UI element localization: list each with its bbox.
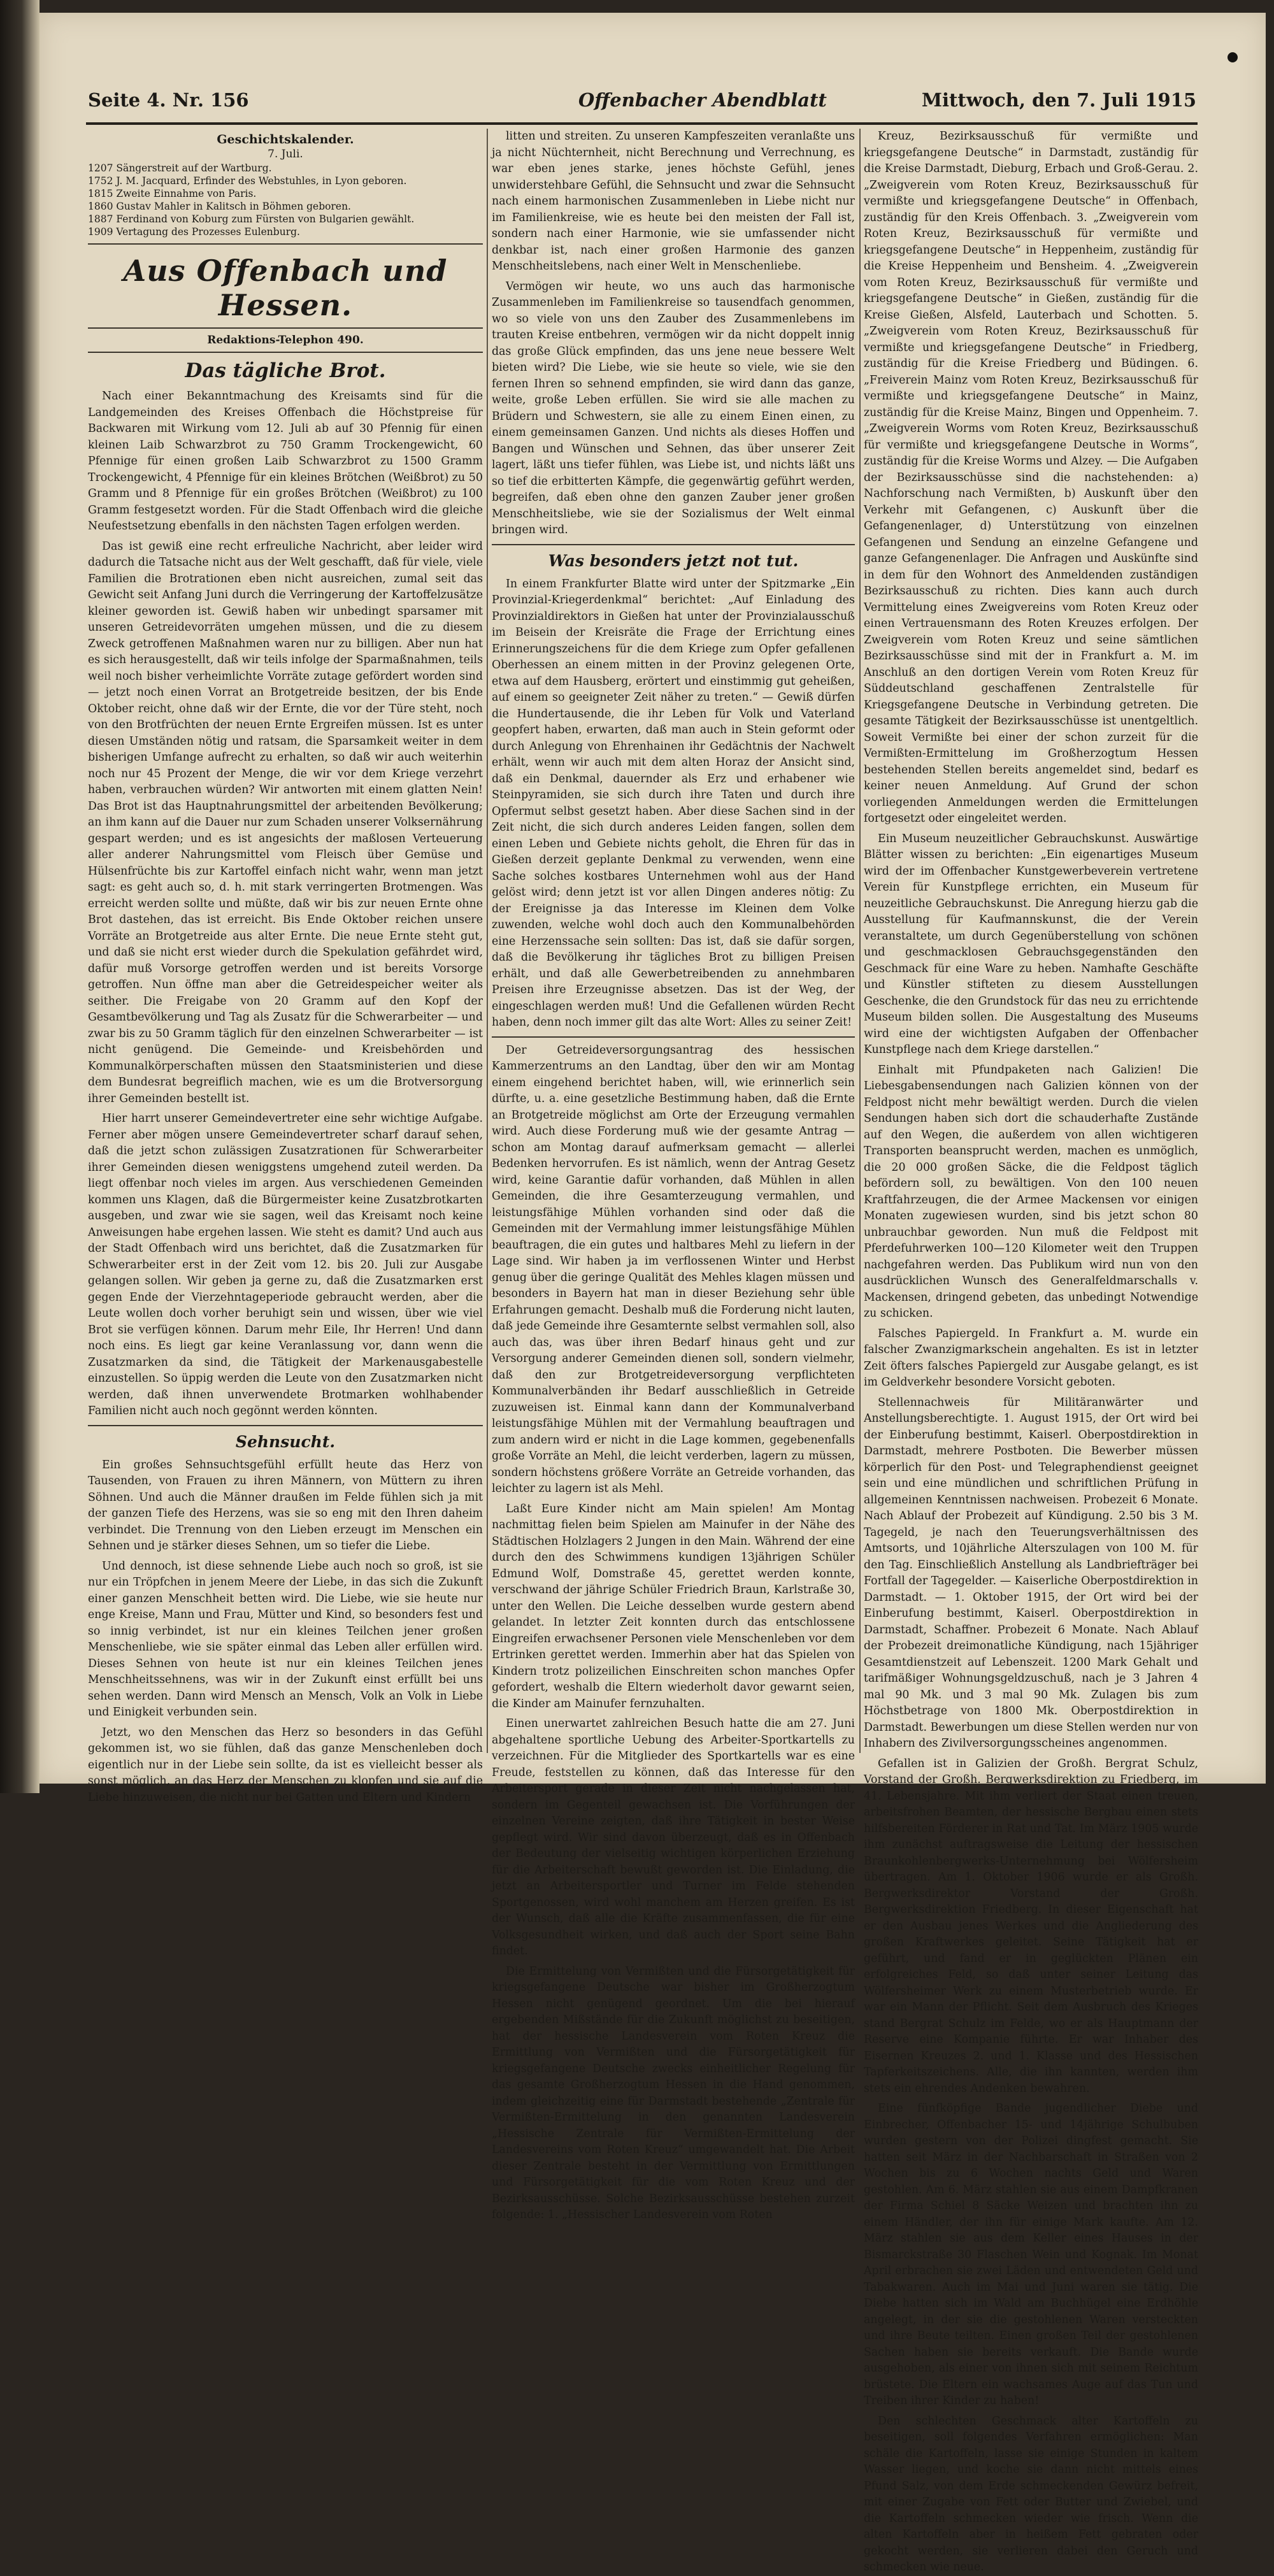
article-paragraph: Die Ermittelung von Vermißten und die Fürsorgetätigkeit für kriegsgefangene Deutsche war bisher im Großherzogtum Hessen nicht genügend geordnet. Um die bei hierauf ergebenden Mißstände für die Zukunft möglichst zu beseitigen, hat der hessische Landesverein vom Roten Kreuz die Ermittlung von Vermißten und die Fürsorgetätigkeit für kriegsgefangene Deutsche zwecks einheitlicher Regelung für das gesamte Großherzogtum Hessen in die Hand genommen, indem gleichzeitig eine für Darmstadt bestehende „Zentrale für Vermißten-Ermittelung in den genannten Landesverein „Hessische Zentrale für Vermißten-Ermittelung der Landesvereins vom Roten Kreuz“ umgewandelt hat. Die Arbeit dieser Zentrale besteht in der Vermittlung von Ermittlungen und Fürsorgetätigkeit für die vom Roten Kreuz und der Bezirksausschüsse. Solche Bezirksausschüsse bestehen zurzeit folgende: 1. „Hessischer Landesverein vom Roten (492, 1964, 855, 2221)
article-paragraph: Das ist gewiß eine recht erfreuliche Nachricht, aber leider wird dadurch die Tatsache nicht aus der Welt geschafft, daß für viele, viele Familien die Brotrationen eben nicht ausreichen, zumal seit das Gewicht seit Anfang Juni durch die Verringerung der Kartoffelzusätze kleiner geworden ist. Gewiß haben wir unbedingt sparsamer mit unseren Getreidevorräten umgehen müssen, und die zu diesem Zweck getroffenen Maßnahmen waren nur zu billigen. Aber nun hat es sich herausgestellt, daß wir teils infolge der Sparmaßnahmen, teils weil noch bisher verheimlichte Vorräte zutage gefördert worden sind — jetzt noch einen Vorrat an Brotgetreide besitzen, der bis Ende Oktober reicht, ohne daß wir der Ernte, die vor der Türe steht, noch von den Brotfrüchten der neuen Ernte Ergreifen müssen. Ist es unter diesen Umständen nötig und ratsam, die Sparsamkeit weiter in dem bisherigen Umfange aufrecht zu erhalten, so daß wir auch weiterhin noch nur 45 Prozent der Menge, die wir vor dem Kriege verzehrt haben, verbrauchen würden? Wir antworten mit einem glatten Nein! Das Brot ist das Hauptnahrungsmittel der arbeitenden Bevölkerung; an ihm kann auf die Dauer nur zum Schaden unserer Volksernährung gespart werden; und es ist angesichts der maßlosen Verteuerung aller anderer Nahrungsmittel vom Fleisch über Gemüse und Hülsenfrüchte bis zur Kartoffel einfach nicht wahr, wenn man jetzt sagt: es geht auch so, d. h. mit stark verringerten Brotmengen. Was erreicht werden sollte und müßte, daß wir bis zur neuen Ernte ohne Brot dastehen, das ist erreicht. Bis Ende Oktober reichen unsere Vorräte an Brotgetreide aus alter Ernte. Die neue Ernte steht gut, und daß sie nicht erst wieder durch die Spekulation gefährdet wird, dafür muß Vorsorge getroffen werden und ist bereits Vorsorge getroffen. Nun öffne man aber die Getreidespeicher weiter als seither. Die Freigabe von 20 Gramm auf den Kopf der Gesamtbevölkerung und Tag als Zusatz für die Schwerarbeiter — und zwar bis zu 50 Gramm täglich für den einzelnen Schwerarbeiter — ist nicht genügend. Die Gemeinde- und Kreisbehörden und Kommunalkörperschaften müssen den Staatsministerien und diese dem Bundesrat begreiflich machen, wie es um die Brotversorgung ihrer Gemeinden bestellt ist. (88, 540, 483, 1105)
punch-hole (1227, 52, 1238, 62)
article-paragraph: Ein großes Sehnsuchtsgefühl erfüllt heute das Herz von Tausenden, von Frauen zu ihren Männern, von Müttern zu ihren Söhnen. Und auch die Männer draußen im Felde fühlen sich ja mit der ganzen Tiefe des Herzens, was sie so eng mit den Ihren daheim verbindet. Die Trennung von den Lieben erzeugt im Menschen ein Sehnen und je stärker dieses Sehnen, um so tiefer die Liebe. (88, 1458, 483, 1552)
article-title: Sehnsucht. (235, 1432, 336, 1451)
article-paragraph: Einhalt mit Pfundpaketen nach Galizien! Die Liebesgabensendungen nach Galizien können von der Feldpost nicht mehr bewältigt werden. Durch die vielen Sendungen haben sich dort die schauderhafte Zustände auf den Wegen, die außerdem von allen wichtigeren Transporten beansprucht werden, machen es unmöglich, die 20 000 großen Säcke, die die Feldpost täglich befördern soll, zu bewältigen. Von den 100 neuen Kraftfahrzeugen, die der Armee Mackensen vor einigen Monaten zugewiesen wurden, sind bis jetzt schon 80 unbrauchbar geworden. Nun muß die Feldpost mit Pferdefuhrwerken 100—120 Kilometer weit den Truppen nachgefahren werden. Das Publikum wird nun von den ausdrücklichen Wunsch des Generalfeldmarschalls v. Mackensen, dringend gebeten, das unbedingt Notwendige zu schicken. (864, 1063, 1198, 1320)
column-rule (859, 129, 861, 1753)
article-paragraph: Stellennachweis für Militäranwärter und Anstellungsberechtigte. 1. August 1915, der Ort wird bei der Einberufung bestimmt, Kaiserl. Oberpostdirektion in Darmstadt, mehrere Postboten. Die Bewerber müssen körperlich für den Post- und Telegraphendienst geeignet sein und eine mündlichen und schriftlichen Prüfung in allgemeinen Kenntnissen nachweisen. Probezeit 6 Monate. Nach Ablauf der Probezeit auf Kündigung. 2.50 bis 3 M. Tagegeld, je nach den Teuerungsverhältnissen des Amtsorts, und 10jährliche Alterszulagen von 100 M. für den Tag. Einschließlich Anstellung als Landbriefträger bei Fortfall der Tagegelder. — Kaiserliche Oberpostdirektion in Darmstadt. — 1. Oktober 1915, der Ort wird bei der Einberufung bestimmt, Kaiserl. Oberpostdirektion in Darmstadt, Schaffner. Probezeit 6 Monate. Nach Ablauf der Probezeit dreimonatliche Kündigung, nach 15jähriger Gesamtdienstzeit auf Lebenszeit. 1200 Mark Gehalt und tarifmäßiger Wohnungsgeldzuschuß, nach je 3 Jahren 4 mal 90 Mk. und 3 mal 90 Mk. Zulagen bis zum Höchstbetrage von 1800 Mk. Oberpostdirektion in Darmstadt. Bewerbungen um diese Stellen werden nur von Inhabern des Zivilversorgungsscheines angenommen. (864, 1396, 1198, 1750)
book-binding (0, 0, 39, 1793)
column-rule (487, 129, 488, 1753)
divider (492, 544, 855, 545)
masthead: Offenbacher Abendblatt (578, 89, 827, 111)
divider (492, 1036, 855, 1038)
divider (88, 352, 483, 353)
column-1 (88, 129, 483, 1804)
article-paragraph: Hier harrt unserer Gemeindevertreter eine sehr wichtige Aufgabe. Ferner aber mögen unsere Gemeindevertreter scharf darauf sehen, daß die jetzt schon zulässigen Zusatzrationen für Schwerarbeiter ihrer Gemeinden diesen weniggstens umgehend zuteil werden. Da liegt offenbar noch vieles im argen. Aus verschiedenen Gemeinden kommen uns Klagen, daß die Bürgermeister keine Zusatzbrotkarten ausgeben, und zwar wie sie sagen, weil das Kreisamt noch keine Anweisungen habe ergehen lassen. Wie steht es damit? Und auch aus der Stadt Offenbach wird uns berichtet, daß die Zusatzmarken für Schwerarbeiter erst in der Zeit vom 12. bis 20. Juli zur Ausgabe gelangen sollen. Wir geben ja gerne zu, daß die Zusatzmarken erst gegen Ende der Vierzehntageperiode gebraucht werden, aber die Leute wollen doch vorher beruhigt sein und wissen, über wie viel Brot sie verfügen können. Darum mehr Eile, Ihr Herren! Und dann noch eins. Es liegt gar keine Veranlassung vor, dann wenn die Zusatzmarken da sind, die Tätigkeit der Markenausgabestelle einzustellen. So üppig werden die Leute von den Zusatzmarken nicht werden, daß ihnen unverwendete Brotmarken wohlhabender Familien nicht auch noch gegönnt werden könnten. (88, 1112, 483, 1417)
section-title: Aus Offenbach und Hessen. (123, 254, 448, 322)
article-paragraph: Den schlechten Geschmack alter Kartoffeln zu beseitigen, soll folgendes Verfahren ermöglichen: Man schäle die Kartoffeln, lasse sie einige Stunden in kaltem Wasser liegen, und koche sie dann nicht mittels eines Pfund Salz, von dem Erde schmeckenden Gewürz befreit, mit einer Zugabe von Fett oder Butter und Zwiebel, und die Kartoffeln schmecken wieder wie frisch. Wenn die alten Kartoffeln aber in heißem Fett gebraten oder gekocht werden, sie verlieren dabei den Geruch und schmecken wie neue. (864, 2414, 1198, 2573)
page-number: Seite 4. Nr. 156 (88, 89, 249, 111)
issue-date: Mittwoch, den 7. Juli 1915 (921, 89, 1196, 111)
article-paragraph: Ein Museum neuzeitlicher Gebrauchskunst. Auswärtige Blätter wissen zu berichten: „Ein eigenartiges Museum wird der im Offenbacher Kunstgewerbeverein vertretene Verein für Kunstpflege errichten, ein Museum für neuzeitliche Gebrauchskunst. Die Anregung hierzu gab die Ausstellung für Kaufmannskunst, die der Verein veranstaltete, um durch Gegenüberstellung von schönen und geschmacklosen Gebrauchsgegenständen den Geschmack für eine Ware zu heben. Namhafte Geschäfte und Künstler stifteten zu diesem Ausstellungen Geschenke, die den Grundstock für das neu zu errichtende Museum bilden sollen. Die Ausgestaltung des Museums wird eine der wichtigsten Aufgaben der Offenbacher Kunstpflege nach dem Kriege darstellen.“ (864, 832, 1198, 1056)
history-calendar (88, 132, 483, 238)
divider (88, 327, 483, 329)
page-header (88, 89, 1196, 118)
calendar-entry: 1752 J. M. Jacquard, Erfinder des Webstuhles, in Lyon geboren. (88, 175, 407, 187)
article-paragraph: Und dennoch, ist diese sehnende Liebe auch noch so groß, ist sie nur ein Tröpfchen in jenem Meere der Liebe, in das sich die Zukunft einer ganzen Menschheit betten wird. Die Liebe, wie sie heute nur enge Kreise, Mann und Frau, Mütter und Kind, so besonders fest und so innig verbindet, ist nur ein kleines Teilchen jener großen Menschenliebe, wie sie später einmal das Leben aller erfüllen wird. Dieses Sehnen von heute ist nur ein kleines Teilchen jenes Menschheitssehnens, was wir in der Zukunft einst erfüllt bei uns sehen werden. Dann wird Mensch an Mensch, Volk an Volk in Liebe und Einigkeit verbunden sein. (88, 1559, 483, 1719)
calendar-entry: 1887 Ferdinand von Koburg zum Fürsten von Bulgarien gewählt. (88, 213, 415, 225)
article-title: Was besonders jetzt not tut. (548, 551, 799, 570)
divider (88, 1425, 483, 1426)
article-paragraph: Eine fünfköpfige Bande jugendlicher Diebe und Einbrecher, Offenbacher 15- und 14jährige Schulbuben wurden gestern von der Polizei dingfest gemacht. Sie hatten seit März in der Nachbarschaft in Straßen von 2 Wochen bis zu 6 Wochen nachts Geld und Waren gestohlen. Am 6. März stahlen sie aus einem Dampfkranen der Firma Schiel 8 Säcke Weizen und brachten ihn zu einem Händler, der ihn für einige Mark kaufte. Am 12. März stahlen sie aus dem Keller eines Hauses in der Bismarckstraße 30 Flaschen Wein und Kognak. Im Monat April erbrachen sie zwei Läden und entwendeten Geld und Tabakwaren. Auch im Mai und Juni waren sie tätig. Die Diebe hatten sich im Wald am Buchhügel eine Erdhöhle angelegt, in der sie die gestohlenen Waren versteckten und ihre Beute teilten. Einen großen Teil der gestohlenen Sachen haben sie bereits verkauft. Die Bande wurde ausgehoben, als einer von ihnen sich mit seinem Reichtum brüstete. Die Eltern ein wachsames Auge auf das Tun und Treiben ihrer Kinder zu haben! (864, 2102, 1198, 2407)
calendar-entry: 1860 Gustav Mahler in Kalitsch in Böhmen geboren. (88, 201, 351, 212)
calendar-title: Geschichtskalender. (217, 132, 354, 147)
article-paragraph: Der Getreideversorgungsantrag des hessischen Kammerzentrums an den Landtag, über den wir am Montag einem eingehend berichtet haben, will, wie erinnerlich sein dürfte, u. a. eine gesetzliche Bestimmung haben, daß die Ernte an Brotgetreide möglichst am Orte der Erzeugung vermahlen wird. Auch diese Forderung muß wie der gesamte Antrag — schon am Montag darauf aufmerksam gemacht — allerlei Bedenken hervorrufen. Es ist nämlich, wenn der Antrag Gesetz wird, keine Garantie dafür vorhanden, daß Mühlen in allen Gemeinden, die ihre Gesamterzeugung vermahlen, und leistungsfähige Mühlen vorhanden sind oder daß die Gemeinden mit der Vermahlung immer leistungsfähige Mühlen beauftragen, die ein gutes und haltbares Mehl zu liefern in der Lage sind. Wir haben ja im verflossenen Winter und Herbst genug über die geringe Qualität des Mehles klagen müssen und besonders in Bayern hat man in dieser Beziehung sehr üble Erfahrungen gemacht. Deshalb muß die Forderung nicht lauten, daß jede Gemeinde ihre Gesamternte selbst vermahlen soll, also auch das, was über ihren Bedarf hinaus geht und zur Versorgung anderer Gemeinden dienen soll, sondern vielmehr, daß den zur Brotgetreideversorgung verpflichteten Kommunalverbänden ihr Bedarf ausschließlich in Getreide zuzuweisen ist. Einmal kann dann der Kommunalverband leistungsfähige Mühlen mit der Vermahlung beauftragen und zum andern wird er nicht in die Lage kommen, gegebenenfalls große Vorräte an Mehl, die leicht verderben, lagern zu müssen, sondern höchstens größere Vorräte an Getreide vorhanden, das leichter zu lagern ist als Mehl. (492, 1043, 855, 1495)
header-rule (86, 122, 1198, 125)
article-paragraph: Gefallen ist in Galizien der Großh. Bergrat Schulz, Vorstand der Großh. Bergwerksdirektion zu Friedberg, im 41. Lebensjahre. Mit ihm verliert der Staat einen treuen, arbeitsfrohen Beamten, der hessische Bergbau einen stets hilfsbereiten Förderer in Rat und Tat. Im März 1905 wurde ihm zunächst auftragsweise die Leitung der hessischen Braunkohlenbergwerks-Unternehmung bei Wölfersheim übertragen. Am 1. Oktober 1906 wurde er als Großh. Bergwerksdirektor Vorstand der Großh. Bergwerksdirektion Friedberg. In dieser Eigenschaft hat er den Ausbau jenes Werkes und die Angliederung des großen Kraftwerkes geleitet. Seine Tätigkeit hat er geführt, und fand er in geglückten Plänen ein erfolgreiches Feld, so daß unter seiner Leitung das Wölfersheimer Werk zu einem Musterbetrieb wurde. Er war ein Mann der Pflicht. Seit dem Ausbruch des Krieges stand Bergrat Schulz im Felde, wo er als Hauptmann der Reserve eine Kompanie führte. Er war Inhaber des Eisernen Kreuzes 2. und 1. Klasse und des Hessischen Tapferkeitszeichens. Alle, die ihn kannten, werden ihm stets ein ehrendes Andenken bewahren. (864, 1757, 1198, 2095)
article-paragraph: Nach einer Bekanntmachung des Kreisamts sind für die Landgemeinden des Kreises Offenbach die Höchstpreise für Backwaren mit Wirkung vom 12. Juli ab auf 30 Pfennig für einen kleinen Laib Schwarzbrot zu 750 Gramm Trockengewicht, 60 Pfennige für einen großen Laib Schwarzbrot zu 1500 Gramm Trockengewicht, 4 Pfennige für ein kleines Brötchen (Weißbrot) zu 50 Gramm und 8 Pfennige für ein großes Brötchen (Weißbrot) zu 100 Gramm festgesetzt worden. Für die Stadt Offenbach wird die gleiche Neufestsetzung ebenfalls in den nächsten Tagen erfolgen werden. (88, 390, 483, 533)
calendar-date: 7. Juli. (268, 148, 303, 161)
calendar-entry: 1207 Sängerstreit auf der Wartburg. (88, 162, 272, 174)
calendar-entry: 1909 Vertagung des Prozesses Eulenburg. (88, 226, 300, 238)
column-3 (864, 129, 1198, 2573)
article-paragraph: Vermögen wir heute, wo uns auch das harmonische Zusammenleben im Familienkreise so tausendfach genommen, wo so viele von uns den Zauber des Zusammenlebens im trauten Kreise entbehren, vermögen wir da nicht doppelt innig das große Glück empfinden, das uns jene neue bessere Welt bieten wird? Die Liebe, wie sie heute so viele, wie sie den fernen Ihren so sehnend empfinden, sie wird dann das ganze, weite, große Leben erfüllen. Sie wird sie alle machen zu Brüdern und Schwestern, sie alle zu einem Einen einen, zu einem gemeinsamen Ganzen. Und nichts als dieses Hoffen und Bangen und Wünschen und Sehnen, das über unserer Zeit lagert, läßt uns tiefer fühlen, was Liebe ist, und nichts läßt uns so tief die erbitterten Kämpfe, die gegenwärtig geführt werden, begreifen, daß eben ohne den ganzen Zauber jener großen Menschheitsliebe, wie sie der Sozialismus der Welt einmal bringen wird. (492, 280, 855, 536)
column-2 (492, 129, 855, 2221)
article-paragraph: litten und streiten. Zu unseren Kampfeszeiten veranlaßte uns ja nicht Nüchternheit, nicht Berechnung und Verrechnung, es war eben jenes starke, jenes höchste Gefühl, jenes unwiderstehbare Gefühl, die Sehnsucht und zwar die Sehnsucht nach einem harmonischen Zusammenleben in Liebe nicht nur im Familienkreise, wie es heute bei den meisten der Fall ist, sondern nach einer Harmonie, wie sie umfassender nicht denkbar ist, nach einer großen Harmonie des ganzen Menschheitslebens, nach einer Welt in Menschenliebe. (492, 130, 855, 273)
article-paragraph: Falsches Papiergeld. In Frankfurt a. M. wurde ein falscher Zwanzigmarkschein angehalten. Es ist in letzter Zeit öfters falsches Papiergeld zur Ausgabe gelangt, es ist im Geldverkehr besondere Vorsicht geboten. (864, 1327, 1198, 1389)
editorial-telephone: Redaktions-Telephon 490. (207, 334, 364, 347)
article-paragraph: Kreuz, Bezirksausschuß für vermißte und kriegsgefangene Deutsche“ in Darmstadt, zuständig für die Kreise Darmstadt, Dieburg, Erbach und Groß-Gerau. 2. „Zweigverein vom Roten Kreuz, Bezirksausschuß für vermißte und kriegsgefangene Deutsche“ in Offenbach, zuständig für den Kreis Offenbach. 3. „Zweigverein vom Roten Kreuz, Bezirksausschuß für vermißte und kriegsgefangene Deutsche“ in Heppenheim, zuständig für die Kreise Heppenheim und Bensheim. 4. „Zweigverein vom Roten Kreuz, Bezirksausschuß für vermißte und kriegsgefangene Deutsche“ in Gießen, zuständig für die Kreise Gießen, Alsfeld, Lauterbach und Schotten. 5. „Zweigverein vom Roten Kreuz, Bezirksausschuß für vermißte und kriegsgefangene Deutsche“ in Friedberg, zuständig für die Kreise Friedberg und Büdingen. 6. „Freiverein Mainz vom Roten Kreuz, Bezirksausschuß für vermißte und kriegsgefangene Deutsche“ in Mainz, zuständig für die Kreise Mainz, Bingen und Oppenheim. 7. „Zweigverein Worms vom Roten Kreuz, Bezirksausschuß für vermißte und kriegsgefangene Deutsche in Worms“, zuständig für die Kreise Worms und Alzey. — Die Aufgaben der Bezirksausschüsse sind die nachstehenden: a) Nachforschung nach Vermißten, b) Auskunft über den Verkehr mit Gefangenen, c) Auskunft über die Gefangenenlager, d) Unterstützung von einzelnen Gefangenen und Sendung an einzelne Gefangene und ganze Gefangenenlager. Die Anfragen und Auskünfte sind in dem für den Wohnort des Anmeldenden zuständigen Bezirksausschuß zu richten. Dies kann auch durch Vermittelung eines Zweigvereins vom Roten Kreuz oder einen Vertrauensmann des Roten Kreuzes erfolgen. Der Zweigverein vom Roten Kreuz und seine sämtlichen Bezirksausschüsse sind mit der in Frankfurt a. M. im Anschluß an den dortigen Verein vom Roten Kreuz für Süddeutschland geschaffenen Zentralstelle für Kriegsgefangene Deutsche in Verbindung getreten. Die gesamte Tätigkeit der Bezirksausschüsse ist unentgeltlich. Soweit Vermißte bei einer der schon zurzeit für die Vermißten-Ermittelung im Großherzogtum Hessen bestehenden Stellen bereits angemeldet sind, bedarf es keiner neuen Anmeldung. Auf Grund der schon vorliegenden Anmeldungen werden die Ermittelungen fortgesetzt oder eingeleitet werden. (864, 130, 1198, 825)
calendar-entry: 1815 Zweite Einnahme von Paris. (88, 188, 257, 199)
article-paragraph: In einem Frankfurter Blatte wird unter der Spitzmarke „Ein Provinzial-Kriegerdenkmal“ berichtet: „Auf Einladung des Provinzialdirektors in Gießen hat unter der Provinzialausschuß im Beisein der Kreisräte die Frage der Errichtung eines Erinnerungszeichens für die dem Kriege zum Opfer gefallenen Oberhessen an einem mitten in der Provinz gelegenen Orte, etwa auf dem Hausberg, erörtert und einstimmig gut geheißen, auf einem so geeigneter Zeit näher zu treten.“ — Gewiß dürfen die Hundertausende, die ihr Leben für Volk und Vaterland geopfert haben, erwarten, daß man auch in Stein geformt oder durch Anlegung von Ehrenhainen ihr Gedächtnis der Nachwelt erhält, wenn wir auch mit dem alten Horaz der Ansicht sind, daß ein Denkmal, dauernder als Erz und erhabener wie Steinpyramiden, sie sich durch ihre Taten und durch ihre Opfermut selbst gesetzt haben. Aber diese Sachen sind in der Zeit nicht, die sich durch anderes Leiden fangen, sollen dem einen Leben und Gebiete nichts geholt, die Ehren für das in Gießen derzeit geplante Denkmal zu verwenden, wenn eine Sache solches kostbares Unternehmen wohl aus der Hand gelöst wird; denn jetzt ist vor allen Dingen anderes nötig: Zu der Ereignisse ja das Interesse im Kleinen dem Volke zuwenden, welche wohl doch auch den Kommunalbehörden eine Herzenssache sein sollten: Das ist, daß sie dafür sorgen, daß die Bevölkerung ihr tägliches Brot zu billigen Preisen erhält, und daß alle Gewerbetreibenden zu annehmbaren Preisen ihre Erzeugnisse absetzen. Das ist der Weg, der eingeschlagen werden muß! Und die Gefallenen würden Recht haben, denn noch immer gilt das alte Wort: Alles zu seiner Zeit! (492, 577, 855, 1029)
article-paragraph: Einen unerwartet zahlreichen Besuch hatte die am 27. Juni abgehaltene sportliche Uebung des Arbeiter-Sportkartells zu verzeichnen. Für die Mitglieder des Sportkartells war es eine Freude, feststellen zu können, daß das Interesse für den Arbeitersport gerade in dieser Zeit nicht nachgelassen hat, sondern im Gegenteil gewachsen ist. Die Vorführungen der einzelnen Vereine zeigten, daß ihre Tätigkeit in bester Weise gepflegt wird. Wir sind davon überzeugt, daß es in Offenbach der Bedeutung der vielseitig wichtigen körperlichen Erziehung für die Arbeiterschaft bewußt geworden ist. Die Einladung, die jetzt an Arbeitersportler und Turner im Felde stehenden Sportgenossen, wird wohl manchem am Herzen greifen. Es ist der Wunsch, daß alle die Kräfte zusammenfassen, die für eine Volksgesundheit wirken, und daß auch der Sport seine Bahn findet. (492, 1717, 855, 1957)
article-title: Das tägliche Brot. (185, 359, 386, 382)
article-paragraph: Laßt Eure Kinder nicht am Main spielen! Am Montag nachmittag fielen beim Spielen am Mainufer in der Nähe des Städtischen Holzlagers 2 Jungen in den Main. Während der eine durch den des Schwimmens kundigen 13jährigen Schüler Edmund Wolf, Domstraße 45, gerettet werden konnte, verschwand der jährige Schüler Friedrich Braun, Karlstraße 30, unter den Wellen. Die Leiche desselben wurde gestern abend gelandet. In letzter Zeit konnten durch das entschlossene Eingreifen erwachsener Personen viele Menschenleben vor dem Ertrinken gerettet werden. Immerhin aber hat das Spielen von Kindern trotz polizeilichen Einschreiten schon manches Opfer gefordert, weshalb die Eltern wiederholt davor gewarnt seien, die Kinder am Mainufer fernzuhalten. (492, 1502, 855, 1710)
divider (88, 243, 483, 245)
article-paragraph: Jetzt, wo den Menschen das Herz so besonders in das Gefühl gekommen ist, wo sie fühlen, daß das ganze Menschenleben doch eigentlich nur in der Liebe sein sollte, da ist es vielleicht besser als sonst möglich, an das Herz der Menschen zu klopfen und sie auf die Liebe hinzuweisen, die nicht nur bei Gatten und Eltern und Kindern (88, 1726, 483, 1804)
